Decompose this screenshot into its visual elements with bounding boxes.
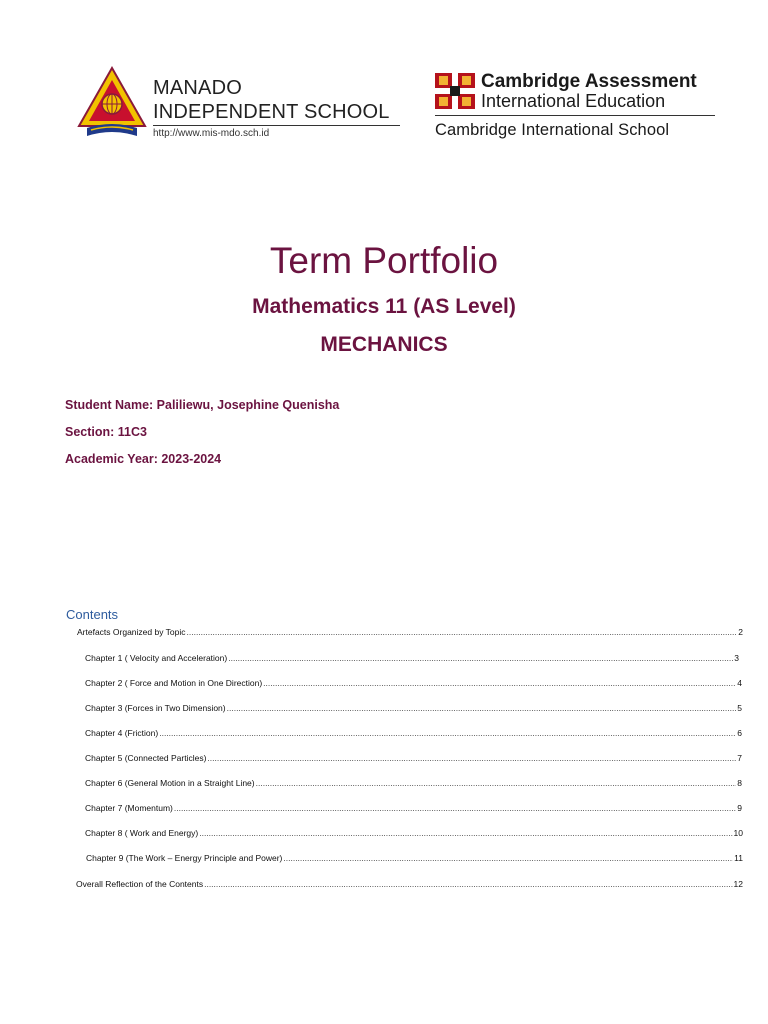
toc-entry-page: 7 (737, 753, 742, 763)
toc-entry-page: 11 (734, 853, 743, 863)
toc-leader-dots (187, 627, 738, 637)
toc-entry-label: Chapter 4 (Friction) (85, 728, 159, 738)
toc-entry[interactable] (85, 653, 739, 663)
cambridge-line1: Cambridge Assessment (481, 71, 697, 92)
toc-leader-dots (227, 703, 737, 713)
toc-entry[interactable] (85, 678, 742, 688)
toc-entry[interactable] (77, 627, 743, 637)
subject-title: Mathematics 11 (AS Level) (252, 295, 516, 318)
toc-entry[interactable] (76, 879, 743, 889)
document-title: Term Portfolio (269, 240, 499, 281)
toc-entry[interactable] (85, 703, 742, 713)
toc-entry-label: Chapter 5 (Connected Particles) (85, 753, 207, 763)
toc-leader-dots (283, 853, 733, 863)
toc-leader-dots (199, 828, 732, 838)
page-header (0, 0, 768, 160)
toc-leader-dots (228, 653, 733, 663)
student-section: Section: 11C3 (65, 425, 147, 439)
toc-entry[interactable] (85, 728, 742, 738)
toc-entry[interactable] (85, 828, 743, 838)
toc-entry-page: 5 (737, 703, 742, 713)
toc-leader-dots (174, 803, 736, 813)
toc-leader-dots (263, 678, 736, 688)
toc-entry-page: 6 (737, 728, 742, 738)
school-logo-divider (153, 125, 400, 126)
toc-leader-dots (159, 728, 736, 738)
toc-entry[interactable] (86, 853, 743, 863)
toc-entry-label: Overall Reflection of the Contents (76, 879, 204, 889)
toc-entry-page: 4 (737, 678, 742, 688)
toc-entry-label: Artefacts Organized by Topic (77, 627, 186, 637)
school-url: http://www.mis-mdo.sch.id (153, 128, 270, 139)
cambridge-shield-logo (435, 73, 475, 109)
toc-leader-dots (204, 879, 732, 889)
toc-leader-dots (207, 753, 736, 763)
toc-entry-page: 9 (737, 803, 742, 813)
toc-entry-label: Chapter 2 ( Force and Motion in One Direction) (85, 678, 263, 688)
toc-entry[interactable] (85, 803, 742, 813)
student-name: Student Name: Paliliewu, Josephine Quenisha (65, 398, 340, 412)
contents-heading: Contents (66, 607, 119, 622)
toc-entry-page: 2 (738, 627, 743, 637)
toc-entry-label: Chapter 1 ( Velocity and Acceleration) (85, 653, 228, 663)
toc-leader-dots (256, 778, 737, 788)
cambridge-divider (435, 115, 715, 116)
toc-entry-page: 3 (734, 653, 739, 663)
toc-entry-label: Chapter 7 (Momentum) (85, 803, 173, 813)
topic-title: MECHANICS (320, 333, 448, 356)
toc-entry-page: 10 (733, 828, 743, 838)
school-name-line1: MANADO (153, 77, 242, 99)
toc-entry-label: Chapter 3 (Forces in Two Dimension) (85, 703, 226, 713)
cambridge-line3: Cambridge International School (435, 121, 670, 139)
mis-school-logo (77, 66, 147, 140)
toc-entry[interactable] (85, 753, 742, 763)
school-name-line2: INDEPENDENT SCHOOL (153, 101, 390, 123)
toc-entry-label: Chapter 9 (The Work – Energy Principle and Power) (86, 853, 283, 863)
toc-entry-page: 8 (737, 778, 742, 788)
cambridge-line2: International Education (481, 91, 666, 111)
toc-entry-label: Chapter 6 (General Motion in a Straight Line) (85, 778, 255, 788)
academic-year: Academic Year: 2023-2024 (65, 452, 222, 466)
toc-entry-page: 12 (733, 879, 743, 889)
toc-entry-label: Chapter 8 ( Work and Energy) (85, 828, 199, 838)
toc-entry[interactable] (85, 778, 742, 788)
